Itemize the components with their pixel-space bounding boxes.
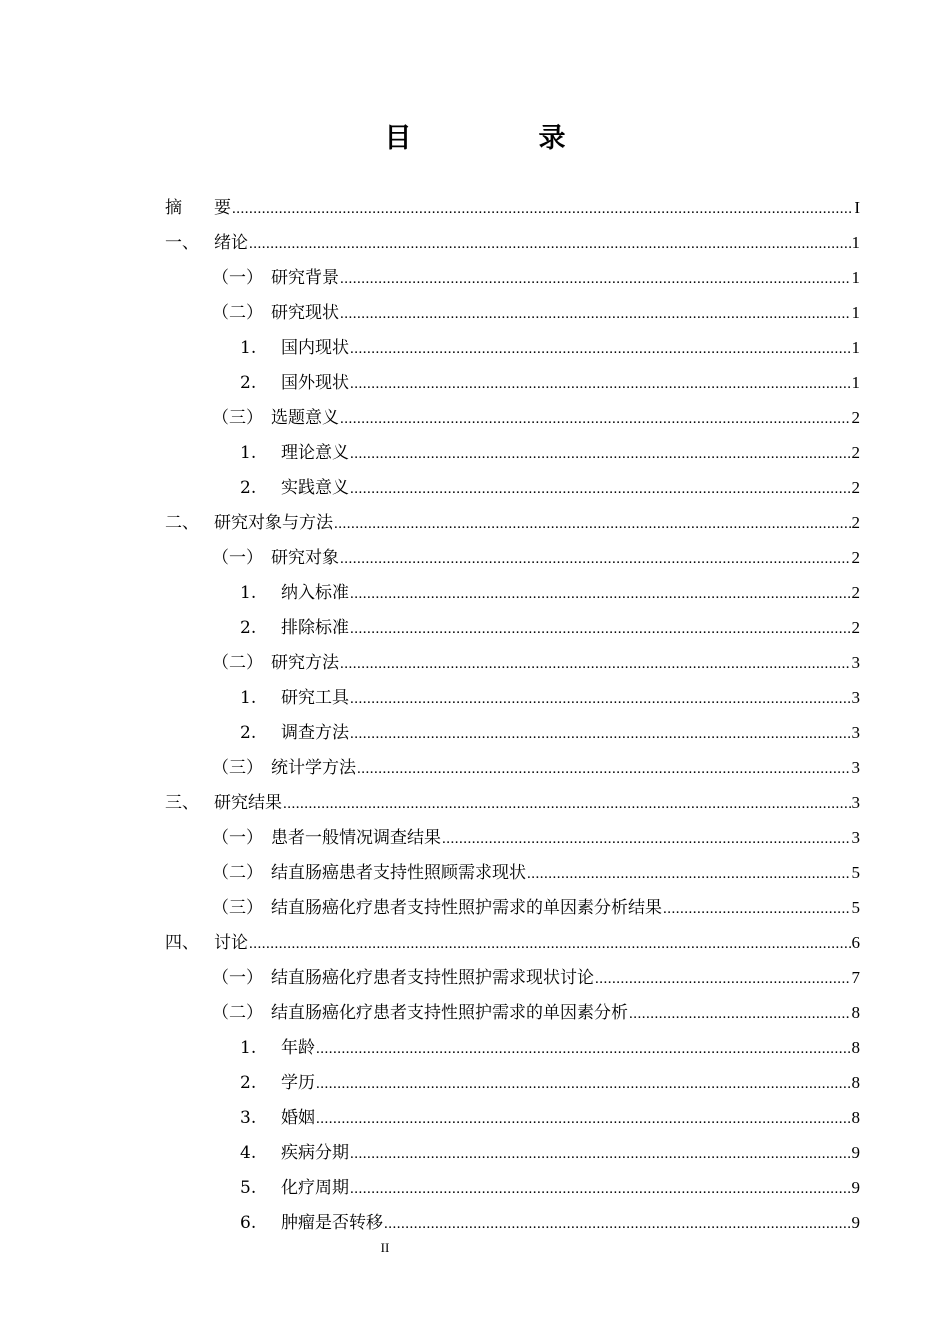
dot-leader (357, 752, 851, 787)
toc-entry[interactable] (165, 400, 860, 435)
toc-entry-label: 讨论 (214, 933, 248, 953)
dot-leader (249, 927, 851, 962)
toc-entry-page: 1 (851, 268, 860, 287)
toc-entry-number: （一） (212, 548, 263, 568)
toc-entry-page: 3 (851, 793, 860, 812)
toc-entry[interactable] (165, 890, 860, 925)
table-of-contents (165, 190, 860, 1240)
toc-entry[interactable] (165, 330, 860, 365)
dot-leader (350, 577, 851, 612)
toc-entry-number: 1. (240, 583, 257, 603)
dot-leader (283, 787, 851, 822)
dot-leader (334, 507, 851, 542)
toc-entry[interactable] (165, 715, 860, 750)
toc-entry-label: 年龄 (281, 1038, 315, 1058)
toc-entry-label: 统计学方法 (271, 758, 356, 778)
dot-leader (629, 997, 851, 1032)
toc-entry[interactable] (165, 1170, 860, 1205)
toc-entry-label: 结直肠癌化疗患者支持性照护需求的单因素分析 (271, 1003, 628, 1023)
dot-leader (350, 437, 851, 472)
toc-entry-page: 6 (851, 933, 860, 952)
dot-leader (442, 822, 851, 857)
toc-entry[interactable] (165, 225, 860, 260)
toc-entry-page: 8 (851, 1108, 860, 1127)
toc-entry[interactable] (165, 1100, 860, 1135)
toc-entry-number: （二） (212, 303, 263, 323)
toc-entry-label: 选题意义 (271, 408, 339, 428)
toc-entry-page: 1 (851, 303, 860, 322)
toc-entry-number: 一、 (165, 233, 199, 253)
dot-leader (249, 227, 851, 262)
dot-leader (527, 857, 851, 892)
toc-entry-label: 研究工具 (281, 688, 349, 708)
toc-entry-page: 2 (851, 583, 860, 602)
dot-leader (595, 962, 851, 997)
toc-entry-number: 二、 (165, 513, 199, 533)
dot-leader (316, 1032, 851, 1067)
dot-leader (350, 332, 851, 367)
toc-entry[interactable] (165, 190, 860, 225)
toc-entry-page: 8 (851, 1073, 860, 1092)
toc-entry[interactable] (165, 260, 860, 295)
toc-entry[interactable] (165, 785, 860, 820)
toc-entry-number: 1. (240, 443, 257, 463)
toc-entry-number: （一） (212, 828, 263, 848)
toc-entry-page: 1 (851, 233, 860, 252)
toc-entry-page: 3 (851, 688, 860, 707)
dot-leader (340, 262, 851, 297)
toc-entry[interactable] (165, 1135, 860, 1170)
toc-entry-label: 研究方法 (271, 653, 339, 673)
toc-entry-page: 3 (851, 723, 860, 742)
toc-entry-number: （三） (212, 408, 263, 428)
toc-entry-label: 绪论 (214, 233, 248, 253)
toc-entry-label: 国内现状 (281, 338, 349, 358)
dot-leader (340, 402, 851, 437)
toc-entry-label: 排除标准 (281, 618, 349, 638)
toc-entry[interactable] (165, 960, 860, 995)
toc-entry-page: 2 (851, 548, 860, 567)
toc-entry-page: 8 (851, 1038, 860, 1057)
toc-entry-page: 8 (851, 1003, 860, 1022)
toc-entry[interactable] (165, 645, 860, 680)
toc-entry-page: 2 (851, 443, 860, 462)
dot-leader (340, 647, 851, 682)
toc-entry[interactable] (165, 295, 860, 330)
toc-entry-number: 2. (240, 723, 257, 743)
toc-entry-number: 1. (240, 338, 257, 358)
toc-entry-label: 要 (214, 198, 231, 218)
toc-entry-label: 研究对象与方法 (214, 513, 333, 533)
toc-entry[interactable] (165, 610, 860, 645)
toc-entry-label: 研究结果 (214, 793, 282, 813)
toc-entry-label: 理论意义 (281, 443, 349, 463)
toc-entry-page: 2 (851, 513, 860, 532)
toc-entry-page: 2 (851, 408, 860, 427)
dot-leader (232, 192, 853, 227)
toc-entry[interactable] (165, 540, 860, 575)
toc-entry-number: 3. (240, 1108, 257, 1128)
toc-entry[interactable] (165, 925, 860, 960)
page-title: 目 录 (384, 123, 616, 154)
toc-entry[interactable] (165, 365, 860, 400)
dot-leader (350, 717, 851, 752)
toc-entry[interactable] (165, 1205, 860, 1240)
toc-entry-label: 研究背景 (271, 268, 339, 288)
toc-entry-label: 疾病分期 (281, 1143, 349, 1163)
toc-entry[interactable] (165, 750, 860, 785)
dot-leader (316, 1067, 851, 1102)
toc-entry-number: （一） (212, 268, 263, 288)
toc-entry[interactable] (165, 855, 860, 890)
toc-entry-label: 实践意义 (281, 478, 349, 498)
dot-leader (340, 297, 851, 332)
toc-entry-page: 3 (851, 828, 860, 847)
toc-entry-label: 婚姻 (281, 1108, 315, 1128)
toc-entry-number: 2. (240, 1073, 257, 1093)
dot-leader (350, 1137, 851, 1172)
toc-entry-label: 国外现状 (281, 373, 349, 393)
toc-entry[interactable] (165, 505, 860, 540)
toc-entry-page: 9 (851, 1178, 860, 1197)
toc-entry[interactable] (165, 470, 860, 505)
dot-leader (350, 1172, 851, 1207)
toc-entry-number: 4. (240, 1143, 257, 1163)
toc-entry-number: 1. (240, 1038, 257, 1058)
toc-entry-page: 5 (851, 863, 860, 882)
toc-entry-page: 9 (851, 1143, 860, 1162)
toc-entry-label: 研究对象 (271, 548, 339, 568)
toc-entry-page: 7 (851, 968, 860, 987)
toc-entry-number: 1. (240, 688, 257, 708)
dot-leader (663, 892, 851, 927)
toc-entry-number: （三） (212, 898, 263, 918)
toc-entry[interactable] (165, 1030, 860, 1065)
toc-entry[interactable] (165, 995, 860, 1030)
toc-entry-page: 3 (851, 758, 860, 777)
dot-leader (350, 472, 851, 507)
toc-entry-page: I (854, 198, 860, 217)
toc-entry-label: 患者一般情况调查结果 (271, 828, 441, 848)
toc-entry-label: 结直肠癌化疗患者支持性照护需求的单因素分析结果 (271, 898, 662, 918)
toc-entry-label: 学历 (281, 1073, 315, 1093)
toc-entry-number: 摘 (165, 198, 182, 218)
toc-entry-number: 四、 (165, 933, 199, 953)
toc-entry[interactable] (165, 435, 860, 470)
dot-leader (384, 1207, 851, 1242)
toc-entry-number: 5. (240, 1178, 257, 1198)
toc-entry-number: 2. (240, 478, 257, 498)
toc-entry-page: 1 (851, 338, 860, 357)
dot-leader (350, 682, 851, 717)
toc-entry[interactable] (165, 575, 860, 610)
toc-entry-label: 化疗周期 (281, 1178, 349, 1198)
toc-entry-number: 2. (240, 618, 257, 638)
toc-entry-number: （二） (212, 653, 263, 673)
toc-entry-page: 5 (851, 898, 860, 917)
dot-leader (340, 542, 851, 577)
toc-entry-label: 结直肠癌患者支持性照顾需求现状 (271, 863, 526, 883)
toc-entry-number: 6. (240, 1213, 257, 1233)
toc-entry-number: 三、 (165, 793, 199, 813)
page-number-footer: II (380, 1240, 390, 1255)
toc-entry[interactable] (165, 680, 860, 715)
dot-leader (350, 367, 851, 402)
dot-leader (350, 612, 851, 647)
toc-entry[interactable] (165, 820, 860, 855)
toc-entry-label: 调查方法 (281, 723, 349, 743)
toc-entry-page: 9 (851, 1213, 860, 1232)
toc-entry-page: 2 (851, 478, 860, 497)
toc-entry-number: （二） (212, 863, 263, 883)
toc-entry[interactable] (165, 1065, 860, 1100)
toc-entry-label: 纳入标准 (281, 583, 349, 603)
toc-entry-number: （三） (212, 758, 263, 778)
toc-entry-label: 结直肠癌化疗患者支持性照护需求现状讨论 (271, 968, 594, 988)
dot-leader (316, 1102, 851, 1137)
toc-entry-number: （二） (212, 1003, 263, 1023)
toc-entry-page: 2 (851, 618, 860, 637)
toc-entry-label: 肿瘤是否转移 (281, 1213, 383, 1233)
toc-entry-page: 3 (851, 653, 860, 672)
toc-entry-number: 2. (240, 373, 257, 393)
toc-entry-number: （一） (212, 968, 263, 988)
toc-entry-page: 1 (851, 373, 860, 392)
toc-entry-label: 研究现状 (271, 303, 339, 323)
